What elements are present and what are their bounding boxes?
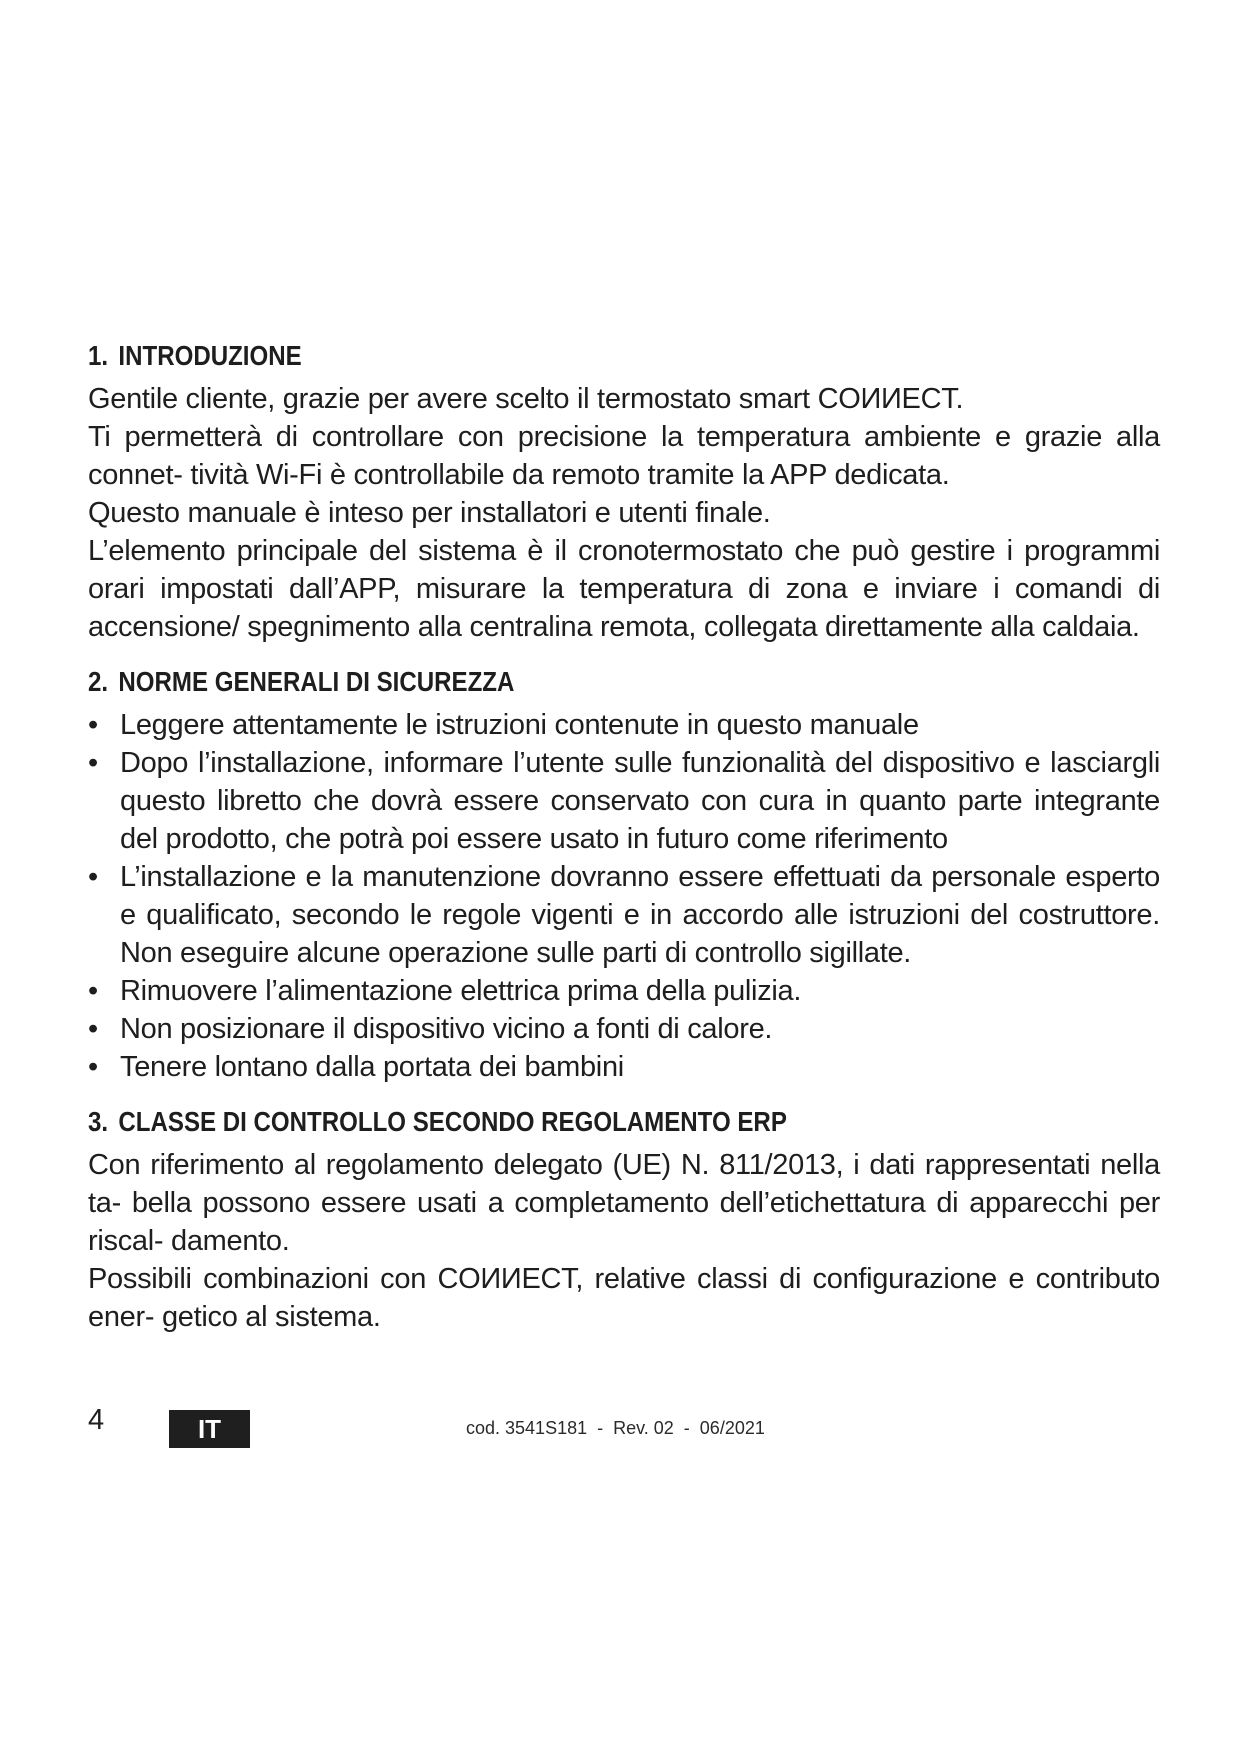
manual-page	[88, 338, 1160, 1336]
page-number: 4	[88, 1404, 105, 1436]
list-item-text: Rimuovere l’alimentazione elettrica prima della pulizia.	[120, 975, 802, 1007]
list-item	[88, 972, 1160, 1010]
bullet-icon: •	[88, 747, 98, 779]
list-item	[88, 858, 1160, 972]
list-item-text: Leggere attentamente le istruzioni contenute in questo manuale	[120, 709, 919, 741]
list-item-text: Tenere lontano dalla portata dei bambini	[120, 1051, 624, 1083]
bullet-icon: •	[88, 975, 98, 1007]
list-item	[88, 1048, 1160, 1086]
bullet-icon: •	[88, 861, 98, 893]
section-title-norme-sicurezza	[88, 664, 1010, 700]
section-body-introduzione	[88, 380, 1160, 646]
list-item	[88, 706, 1160, 744]
paragraph: Gentile cliente, grazie per avere scelto il termostato smart COИИECT.	[88, 383, 964, 415]
section-number: 3.	[88, 1106, 109, 1137]
bullet-icon: •	[88, 1013, 98, 1045]
section-title-introduzione	[88, 338, 1010, 374]
paragraph: Con riferimento al regolamento delegato (UE) N. 811/2013, i dati rappresentati nella ta- bella possono essere usati a completamento dell’etichettatura di apparecchi per riscal- damento.	[88, 1149, 1160, 1257]
list-item-text: Dopo l’installazione, informare l’utente sulle funzionalità del dispositivo e lasciargli questo libretto che dovrà essere conservato con cura in quanto parte integrante del prodotto, che potrà poi essere usato in futuro come riferimento	[120, 747, 1160, 855]
safety-bullet-list	[88, 706, 1160, 1086]
document-code: cod. 3541S181 - Rev. 02 - 06/2021	[466, 1418, 765, 1438]
section-title-text: NORME GENERALI DI SICUREZZA	[118, 666, 515, 697]
paragraph: Ti permetterà di controllare con precisione la temperatura ambiente e grazie alla connet- tività Wi-Fi è controllabile da remoto tramite la APP dedicata.	[88, 421, 1160, 491]
language-badge: IT	[169, 1410, 250, 1448]
section-title-classe-controllo	[88, 1104, 1010, 1140]
list-item	[88, 1010, 1160, 1048]
list-item-text: L’installazione e la manutenzione dovranno essere effettuati da personale esperto e qualificato, secondo le regole vigenti e in accordo alle istruzioni del costruttore. Non eseguire alcune operazione sulle parti di controllo sigillate.	[120, 861, 1160, 969]
section-number: 2.	[88, 666, 109, 697]
paragraph: Questo manuale è inteso per installatori e utenti finale.	[88, 497, 771, 529]
paragraph: Possibili combinazioni con COИИECT, relative classi di configurazione e contributo ener- getico al sistema.	[88, 1263, 1160, 1333]
paragraph: L’elemento principale del sistema è il cronotermostato che può gestire i programmi orari impostati dall’APP, misurare la temperatura di zona e inviare i comandi di accensione/ spegnimento alla centralina remota, collegata direttamente alla caldaia.	[88, 535, 1160, 643]
list-item-text: Non posizionare il dispositivo vicino a fonti di calore.	[120, 1013, 773, 1045]
section-title-text: CLASSE DI CONTROLLO SECONDO REGOLAMENTO ERP	[118, 1106, 787, 1137]
bullet-icon: •	[88, 709, 98, 741]
section-number: 1.	[88, 340, 109, 371]
page-footer	[88, 1402, 1160, 1450]
section-body-classe-controllo	[88, 1146, 1160, 1336]
list-item	[88, 744, 1160, 858]
section-title-text: INTRODUZIONE	[118, 340, 302, 371]
section-body-norme-sicurezza	[88, 706, 1160, 1086]
bullet-icon: •	[88, 1051, 98, 1083]
